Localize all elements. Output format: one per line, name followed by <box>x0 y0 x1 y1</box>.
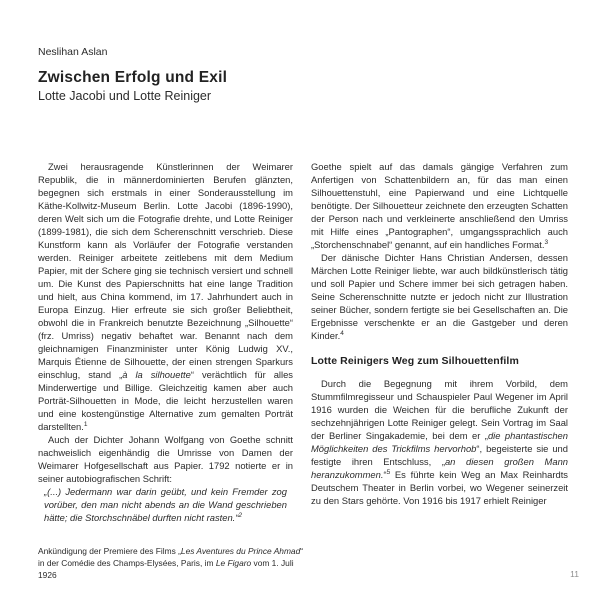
left-column <box>38 160 293 524</box>
article-header <box>38 46 558 103</box>
author-name: Neslihan Aslan <box>38 46 108 58</box>
paragraph-wegener: Durch die Begegnung mit ihrem Vorbild, dem Stummfilmregisseur und Schauspieler Paul Wegener im April 1916 wurden die Weichen für die berufliche Zukunft der sechzehnjährigen Lotte Reiniger gelegt. Sein Vortrag im Saal der Berliner Singakademie, bei dem er „die phantastischen Möglichkeiten des Trickfilms hervorhob“, begeisterte sie und festigte ihren Entschluss, „an diesen großen Mann heranzukommen.“$^5$ Es führte kein Weg an Max Reinhardts Deutschem Theater in Berlin vorbei, wo Wegener seinerzeit zu den Stars gehörte. Von 1916 bis 1917 erhielt Reiniger <box>311 378 569 506</box>
right-column <box>311 160 568 507</box>
paragraph-andersen: Der dänische Dichter Hans Christian Andersen, dessen Märchen Lotte Reiniger liebte, war auch bildkünstlerisch tätig und soll Papier und Schere immer bei sich getragen haben. Seine Scherenschnitte nutzte er jedoch nicht zur Illustration seiner Bücher, sondern fertigte sie bei Gesellschaften an. Die Ergebnisse verschenkte er an die Gastgeber und deren Kinder.$^4$ <box>311 252 568 341</box>
paragraph-schattenbilder: Goethe spielt auf das damals gängige Verfahren zum Anfertigen von Schattenbildern an, für das man einen Silhouettenstuhl, eine Papierwand und eine Lichtquelle benötigte. Der Silhouetteur zeichnete den erzeugten Schatten der Person nach und verkleinerte anschließend den Umriss mit Hilfe eines „Pantographen“, umgangssprachlich auch „Storchenschnabel“ genannt, auf ein handliches Format.$^3$ <box>311 161 568 250</box>
paragraph-goethe-schnitt: Auch der Dichter Johann Wolfgang von Goethe schnitt nachweislich eigenhändig die Umrisse von Damen der Weimarer Hofgesellschaft aus Papier. 1792 notierte er in seiner autobiografischen Schrift: <box>38 434 293 484</box>
page-title: Zwischen Erfolg und Exil <box>38 69 228 86</box>
image-caption-footnote: Ankündigung der Premiere des Films „Les Aventures du Prince Ahmad“ in der Comédie des Champs-Elysées, Paris, im Le Figaro vom 1. Juli 1926 <box>38 546 304 580</box>
page-number: 11 <box>570 569 579 579</box>
paragraph-weimarer-kuenstlerinnen: Zwei herausragende Künstlerinnen der Weimarer Republik, die in männerdominierten Berufen glänzten, begegnen sich erstmals in einer Sonderausstellung im Käthe-Kollwitz-Museum Berlin. Lotte Jacobi (1896-1990), deren Welt sich um die Fotografie drehte, und Lotte Reiniger (1899-1981), die sich dem Scherenschnitt verschrieb. Diese Kunstform kann als Vorläufer der Fotografie verstanden werden. Reiniger arbeitete zeitlebens mit dem Medium Papier, mit der Schere ging sie technisch versiert und schnell um. Die Kunst des Papierschnitts hat eine lange Tradition und hielt, aus China kommend, im 17. Jahrhundert auch in Europa Einzug. Hier erfreute sie sich großer Beliebtheit, obwohl die in Frankreich benutzte Bezeichnung „Silhouette“ (frz. Umriss) negativ behaftet war. Benannt nach dem gleichnamigen Finanzminister unter König Ludwig XV., Marquis Étienne de Silhouette, der einen strengen Sparkurs einschlug, stand „à la silhouette“ verächtlich für alles Minderwertige und Billige. Gleichzeitig kamen aber auch Porträt-Silhouetten in Mode, die leicht herzustellen waren und eine kostengünstige Alternative zum gemalten Porträt darstellten.$^1$ <box>38 161 293 432</box>
page-subtitle: Lotte Jacobi und Lotte Reiniger <box>38 89 212 103</box>
goethe-block-quote: „(...) Jedermann war darin geübt, und kein Fremder zog vorüber, den man nicht abends an die Wand geschrieben hätte; die Storchschnäbel durften nicht rasten.“$^2$ <box>44 486 287 523</box>
section-heading-silhouettenfilm: Lotte Reinigers Weg zum Silhouettenfilm <box>311 355 519 367</box>
